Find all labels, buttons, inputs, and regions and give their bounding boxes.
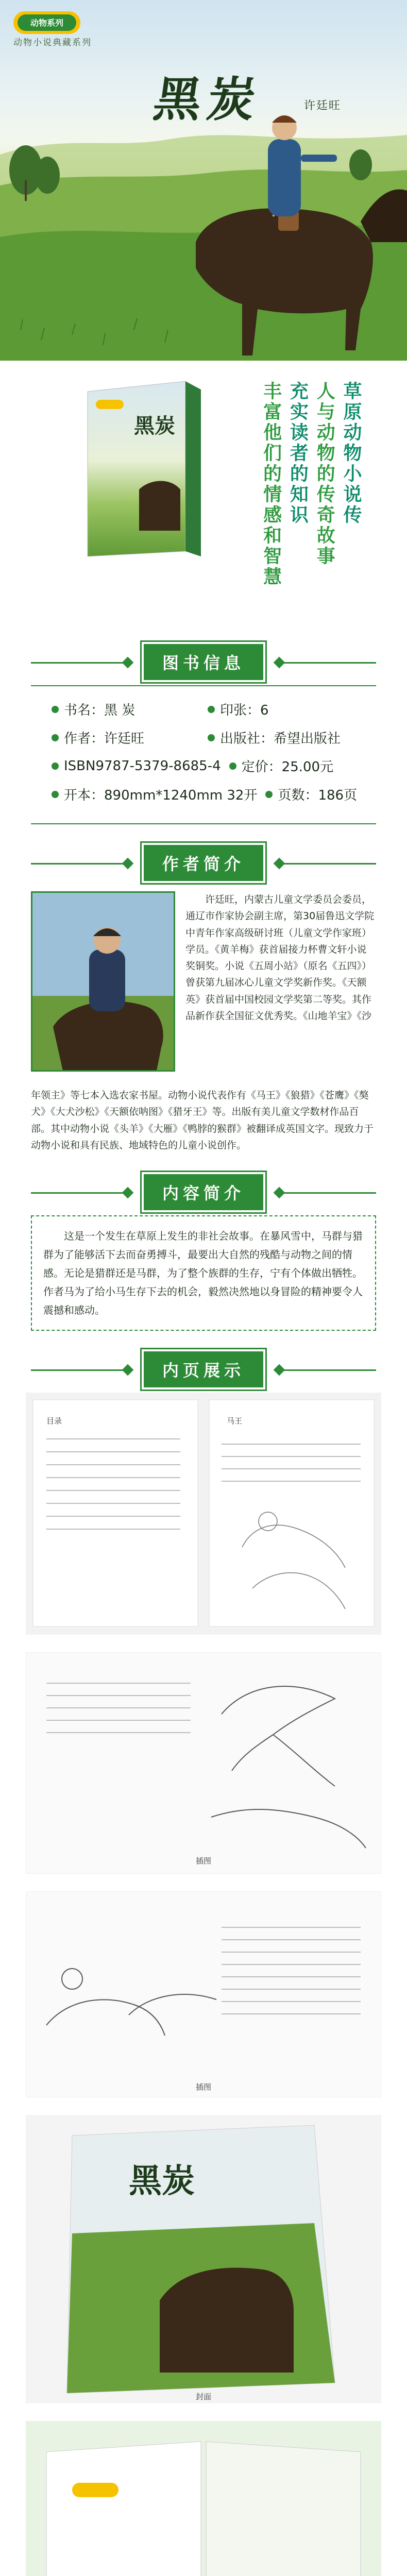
author-photo — [31, 891, 175, 1072]
svg-text:封面: 封面 — [195, 2392, 212, 2402]
diamond-ornament — [122, 858, 134, 870]
section-heading-summary — [0, 1169, 407, 1215]
content-summary: 这是一个发生在草原上发生的非社会故事。在暴风雪中，马群与猎群为了能够活下去而奋勇搏斗，最要出大自然的残酷与动物之间的情感。无论是猎群还是马群，为了整个族群的生存，宁有个体做出牺牲。作者马为了给小马生存下去的机会，毅然决然地以身冒险的精神要令人震撼和感动。 — [31, 1215, 376, 1331]
inner-page-spread-image — [26, 1393, 381, 1635]
diamond-ornament — [122, 1187, 134, 1199]
divider — [31, 1192, 124, 1194]
info-value: 出版社：希望出版社 — [220, 731, 341, 747]
open-book-photo — [26, 2421, 381, 2576]
cover-hero — [0, 0, 407, 361]
gallery-cover-photo — [0, 2115, 407, 2403]
bullet-icon — [208, 734, 215, 741]
gallery-spread-herd — [0, 1891, 407, 2097]
tagline-line-4: 丰富他们的情感和智慧 — [260, 381, 282, 587]
divider — [283, 1369, 376, 1371]
tagline-line-1: 草原动物小说传 — [341, 381, 362, 526]
info-value: 开本：890mm*1240mm 32开 — [64, 788, 258, 803]
info-row — [52, 728, 355, 747]
gallery-spread-toc — [0, 1393, 407, 1635]
info-row — [52, 700, 355, 719]
info-value: 印张：6 — [220, 703, 269, 718]
bullet-icon — [52, 762, 59, 770]
diamond-ornament — [122, 657, 134, 669]
section-heading-gallery — [0, 1346, 407, 1393]
steppe-landscape-illustration — [0, 0, 407, 361]
vertical-tagline — [0, 381, 361, 587]
section-title: 图书信息 — [142, 642, 265, 682]
divider — [31, 1369, 124, 1371]
divider — [31, 863, 124, 865]
author-block — [31, 886, 376, 1087]
book-author: 许廷旺 — [304, 99, 342, 112]
info-value: 定价：25.00元 — [241, 759, 334, 775]
toc-heading: 目录 — [46, 1416, 62, 1426]
book-info-table — [31, 685, 376, 824]
tagline-line-3: 充实读者的知识 — [287, 381, 309, 526]
series-badge-label: 动物系列 — [30, 18, 64, 28]
gallery-open-book — [0, 2421, 407, 2576]
diamond-ornament — [122, 1364, 134, 1376]
series-name: 动物小说典藏系列 — [13, 38, 92, 48]
bullet-icon — [208, 706, 215, 713]
section-title: 内容简介 — [142, 1172, 265, 1212]
author-bio: 许廷旺，内蒙古儿童文学委员会委员，通辽市作家协会副主席，第30届鲁迅文学院中青年作家高级研讨班（儿童文学作家班）学员。《黄羊梅》获首届接力杯曹文轩小说奖铜奖。小说《五周小站》（原名《五四》）曾获第九届冰心儿童文学奖新作奖。《天额英》获首届中国校园文学奖第二等奖。其作品新作获全国征文优秀奖。《山地羊宝》《沙 — [185, 894, 375, 1022]
divider — [283, 662, 376, 664]
inner-page-spread-image — [26, 1652, 381, 1874]
section-heading-author — [0, 840, 407, 886]
info-value: 作者：许廷旺 — [64, 731, 145, 747]
tagline-line-2: 人与动物的传奇故事 — [314, 381, 336, 567]
info-value: ISBN9787-5379-8685-4 — [64, 758, 221, 774]
svg-text:插图: 插图 — [195, 1856, 212, 1866]
svg-text:插图: 插图 — [195, 2082, 212, 2092]
svg-text:黑炭: 黑炭 — [129, 2162, 195, 2201]
chapter-heading: 马王 — [227, 1416, 243, 1426]
intro-section — [0, 361, 407, 639]
author-bio-continued: 年领主》等七本入选农家书屋。动物小说代表作有《马王》《狼猎》《苍鹰》《獒犬》《大犬沙松》《天额依呐图》《猎牙王》等。出版有美儿童文学数材作品百部。其中动物小说《头羊》《大雁》《鸭脖的猴群》被翻译成英国文字。现致力于动物小说和具有民族、地域特色的儿童小说创作。 — [31, 1090, 374, 1151]
divider — [283, 1192, 376, 1194]
info-row — [52, 785, 358, 804]
divider — [31, 662, 124, 664]
bullet-icon — [229, 762, 236, 770]
gallery-spread-eagle — [0, 1652, 407, 1874]
bullet-icon — [265, 791, 273, 798]
svg-text:黑炭: 黑炭 — [134, 414, 175, 438]
book-cover-photo — [26, 2115, 381, 2403]
info-value: 页数：186页 — [278, 788, 358, 803]
info-value: 书名：黑 炭 — [64, 703, 135, 718]
info-row — [52, 756, 355, 775]
bullet-icon — [52, 706, 59, 713]
bullet-icon — [52, 734, 59, 741]
section-heading-info — [0, 639, 407, 685]
series-badge — [13, 11, 80, 36]
divider — [283, 863, 376, 865]
section-title: 作者简介 — [142, 843, 265, 883]
section-title: 内页展示 — [142, 1349, 265, 1389]
inner-page-spread-image — [26, 1891, 381, 2097]
bullet-icon — [52, 791, 59, 798]
book-title: 黑炭 — [150, 72, 265, 127]
